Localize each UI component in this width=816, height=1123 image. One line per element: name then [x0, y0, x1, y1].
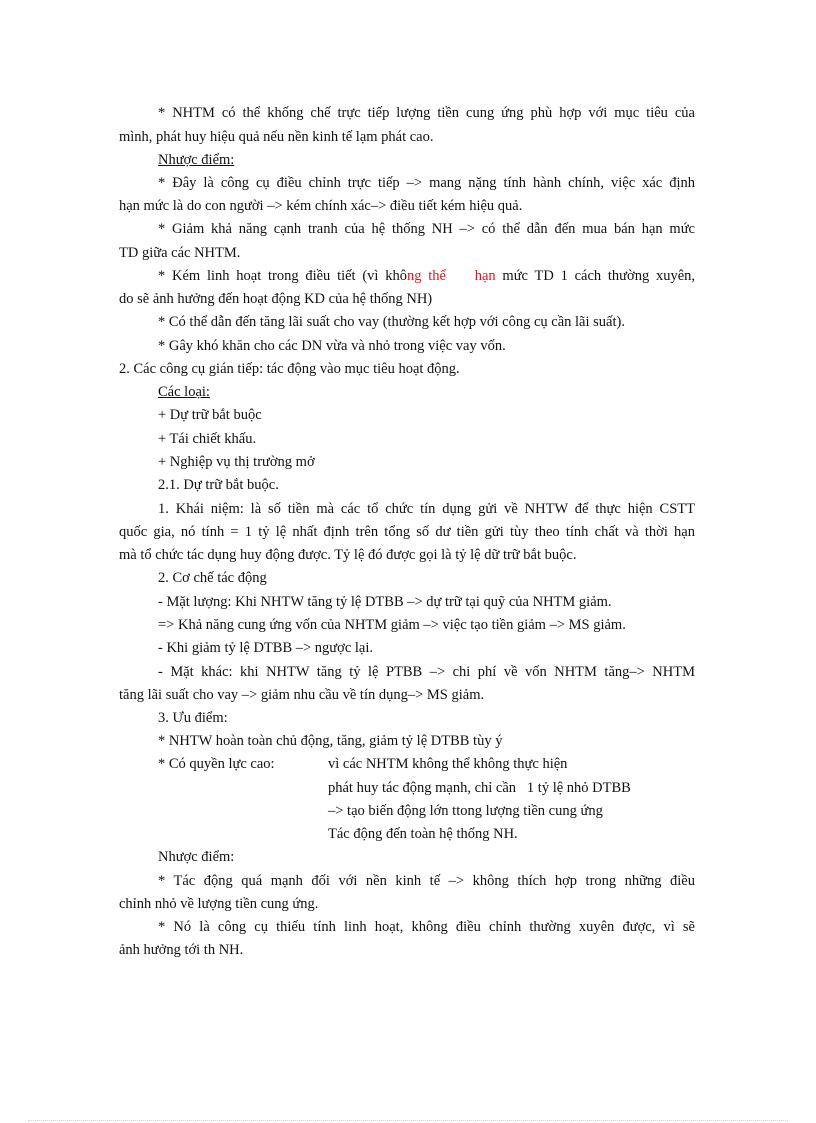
text-line: * NHTM có thể khống chế trực tiếp lượng tiền cung ứng phù hợp với mục tiêu của [158, 105, 695, 121]
power-item: Tác động đến toàn hệ thống NH. [328, 826, 518, 842]
text-line: hạn mức là do con người –> kém chính xác–> điều tiết kém hiệu quả. [119, 198, 523, 214]
text-line: do sẽ ảnh hưởng đến hoạt động KD của hệ thống NH) [119, 291, 433, 307]
section-heading: 2. Các công cụ gián tiếp: tác động vào mục tiêu hoạt động. [119, 361, 460, 377]
text-line: TD giữa các NHTM. [119, 245, 241, 261]
text-line: 1. Khái niệm: là số tiền mà các tổ chức tín dụng gửi về NHTW để thực hiện CSTT [158, 501, 695, 517]
section-heading [158, 151, 695, 169]
subsection-heading: 2. Cơ chế tác động [158, 570, 267, 586]
text-line: ảnh hưởng tới th NH. [119, 942, 244, 958]
list-item: + Dự trữ bắt buộc [158, 407, 262, 423]
text-line: * Đây là công cụ điều chỉnh trực tiếp –> mang nặng tính hành chính, việc xác định [158, 175, 695, 191]
text-line: - Mặt lượng: Khi NHTW tăng tỷ lệ DTBB –> dự trữ tại quỹ của NHTM giảm. [158, 594, 612, 610]
subsection-heading [158, 383, 695, 401]
text-line: chỉnh nhỏ về lượng tiền cung ứng. [119, 896, 319, 912]
highlighted-text: ng thể [406, 268, 446, 284]
heading-text: Các loại: [158, 384, 210, 400]
text-line: * Tác động quá mạnh đối với nền kinh tế –> không thích hợp trong những điều [158, 873, 695, 889]
list-item: + Tái chiết khấu. [158, 431, 257, 447]
text-line: * Giảm khả năng cạnh tranh của hệ thống NH –> có thể dẫn đến mua bán hạn mức [158, 221, 695, 237]
text-line: * Gây khó khăn cho các DN vừa và nhỏ trong việc vay vốn. [158, 338, 506, 354]
text-segment: mức TD 1 cách thường xuyên, [502, 268, 696, 284]
text-line: * Nó là công cụ thiếu tính linh hoạt, không điều chỉnh thường xuyên được, vì sẽ [158, 919, 695, 935]
power-item: vì các NHTM không thể không thực hiện [328, 756, 568, 772]
list-item: + Nghiệp vụ thị trường mở [158, 454, 315, 470]
subsection-heading: 3. Ưu điểm: [158, 710, 228, 726]
text-line: mà tổ chức tác dụng huy động được. Tỷ lệ đó được gọi là tỷ lệ dữ trữ bắt buộc. [119, 547, 577, 563]
highlighted-text: hạn [474, 268, 496, 284]
text-line: => Khả năng cung ứng vốn của NHTM giảm –> việc tạo tiền giảm –> MS giảm. [158, 617, 626, 633]
page-bottom-divider [28, 1120, 788, 1121]
text-line: - Mặt khác: khi NHTW tăng tỷ lệ PTBB –> chi phí về vốn NHTM tăng–> NHTM [158, 664, 695, 680]
text-line: mình, phát huy hiệu quả nếu nền kinh tế lạm phát cao. [119, 129, 434, 145]
text-line-highlighted [158, 267, 695, 285]
text-segment: * Kém linh hoạt trong điều tiết (vì khô [158, 268, 407, 284]
power-label: * Có quyền lực cao: [158, 756, 275, 772]
text-line: - Khi giảm tỷ lệ DTBB –> ngược lại. [158, 640, 373, 656]
subsection-heading: 2.1. Dự trữ bắt buộc. [158, 477, 279, 493]
text-line: tăng lãi suất cho vay –> giảm nhu cầu về tín dụng–> MS giảm. [119, 687, 485, 703]
power-item: phát huy tác động mạnh, chỉ cần 1 tỷ lệ nhỏ DTBB [328, 780, 631, 796]
power-item: –> tạo biến động lớn ttong lượng tiền cung ứng [328, 803, 603, 819]
text-line: * Có thể dẫn đến tăng lãi suất cho vay (thường kết hợp với công cụ cần lãi suất). [158, 314, 625, 330]
heading-text: Nhược điểm: [158, 152, 235, 168]
text-line: * NHTW hoàn toàn chủ động, tăng, giảm tỷ lệ DTBB tùy ý [158, 733, 503, 749]
section-heading: Nhược điểm: [158, 849, 235, 865]
text-line: quốc gia, nó tính = 1 tỷ lệ nhất định trên tổng số dư tiền gửi tùy theo tính chất và thời hạn [119, 524, 695, 540]
